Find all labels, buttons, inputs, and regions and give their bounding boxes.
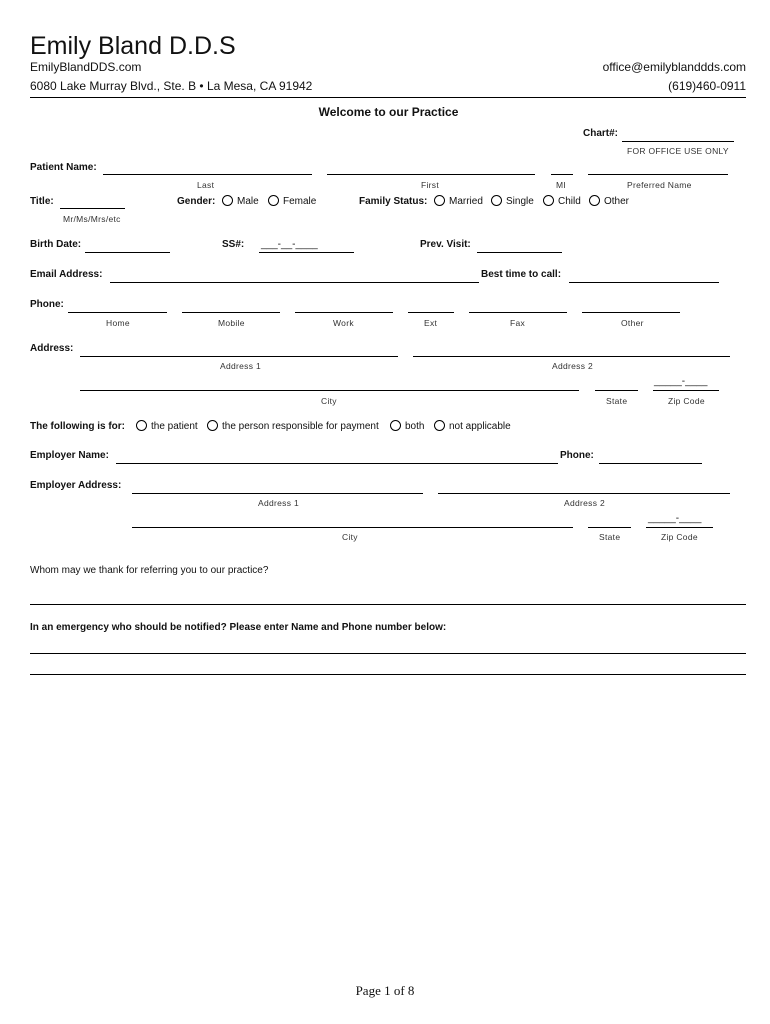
- practice-address: 6080 Lake Murray Blvd., Ste. B • La Mesa, CA 91942: [30, 79, 313, 93]
- zip-field[interactable]: [653, 390, 719, 391]
- status-married-radio[interactable]: [434, 195, 445, 206]
- practice-email: office@emilyblanddds.com: [602, 60, 746, 74]
- birth-date-label: Birth Date:: [30, 239, 82, 250]
- phone-ext-field[interactable]: [408, 312, 454, 313]
- practice-phone: (619)460-0911: [668, 79, 746, 93]
- phone-fax-field[interactable]: [469, 312, 567, 313]
- emergency-field-2[interactable]: [30, 674, 746, 675]
- address2-field[interactable]: [413, 356, 730, 357]
- gender-male-radio[interactable]: [222, 195, 233, 206]
- prev-visit-label: Prev. Visit:: [420, 239, 471, 250]
- first-caption: First: [421, 180, 440, 190]
- gender-label: Gender:: [177, 196, 216, 207]
- practice-website: EmilyBlandDDS.com: [30, 60, 142, 74]
- preferred-name-field[interactable]: [588, 174, 728, 175]
- ssn-mask: ___-__-____: [261, 239, 318, 250]
- phone-work-caption: Work: [333, 318, 354, 328]
- mi-field[interactable]: [551, 174, 573, 175]
- gender-female-label: Female: [283, 196, 317, 207]
- email-label: Email Address:: [30, 269, 103, 280]
- phone-mobile-field[interactable]: [182, 312, 280, 313]
- status-child-label: Child: [558, 196, 581, 207]
- header-divider: [30, 97, 746, 98]
- status-other-radio[interactable]: [589, 195, 600, 206]
- mi-caption: MI: [556, 180, 567, 190]
- page-number: Page 1 of 8: [355, 983, 415, 998]
- employer-name-label: Employer Name:: [30, 450, 109, 461]
- referral-question: Whom may we thank for referring you to our practice?: [30, 565, 269, 576]
- first-name-field[interactable]: [327, 174, 535, 175]
- gender-male-label: Male: [237, 196, 259, 207]
- employer-city-field[interactable]: [132, 527, 573, 528]
- last-caption: Last: [197, 180, 215, 190]
- for-patient-label: the patient: [151, 421, 198, 432]
- for-not-applicable-radio[interactable]: [434, 420, 445, 431]
- chart-label: Chart#:: [583, 128, 619, 139]
- address-label: Address:: [30, 343, 74, 354]
- phone-work-field[interactable]: [295, 312, 393, 313]
- title-hint: Mr/Ms/Mrs/etc: [63, 214, 121, 224]
- phone-other-caption: Other: [621, 318, 644, 328]
- employer-zip-mask: _____-____: [648, 513, 702, 524]
- title-field[interactable]: [60, 208, 125, 209]
- employer-city-caption: City: [342, 532, 358, 542]
- employer-phone-field[interactable]: [599, 463, 702, 464]
- birth-date-field[interactable]: [85, 252, 170, 253]
- employer-address2-field[interactable]: [438, 493, 730, 494]
- status-married-label: Married: [449, 196, 483, 207]
- phone-label: Phone:: [30, 299, 64, 310]
- for-responsible-label: the person responsible for payment: [222, 421, 379, 432]
- prev-visit-field[interactable]: [477, 252, 562, 253]
- best-time-field[interactable]: [569, 282, 719, 283]
- title-label: Title:: [30, 196, 54, 207]
- city-field[interactable]: [80, 390, 579, 391]
- employer-phone-label: Phone:: [560, 450, 594, 461]
- phone-mobile-caption: Mobile: [218, 318, 245, 328]
- phone-ext-caption: Ext: [424, 318, 438, 328]
- city-caption: City: [321, 396, 337, 406]
- state-field[interactable]: [595, 390, 638, 391]
- zip-mask: _____-____: [654, 376, 708, 387]
- employer-address1-field[interactable]: [132, 493, 423, 494]
- family-status-label: Family Status:: [359, 196, 428, 207]
- phone-other-field[interactable]: [582, 312, 680, 313]
- email-field[interactable]: [110, 282, 479, 283]
- phone-fax-caption: Fax: [510, 318, 526, 328]
- for-patient-radio[interactable]: [136, 420, 147, 431]
- status-other-label: Other: [604, 196, 630, 207]
- following-for-label: The following is for:: [30, 421, 125, 432]
- ssn-label: SS#:: [222, 239, 245, 250]
- employer-state-caption: State: [599, 532, 621, 542]
- patient-name-label: Patient Name:: [30, 162, 97, 173]
- employer-address2-caption: Address 2: [564, 498, 605, 508]
- state-caption: State: [606, 396, 628, 406]
- employer-zip-caption: Zip Code: [661, 532, 698, 542]
- ssn-field[interactable]: [259, 252, 354, 253]
- phone-home-caption: Home: [106, 318, 130, 328]
- employer-address1-caption: Address 1: [258, 498, 299, 508]
- address2-caption: Address 2: [552, 361, 593, 371]
- employer-address-label: Employer Address:: [30, 480, 122, 491]
- employer-state-field[interactable]: [588, 527, 631, 528]
- practice-name: Emily Bland D.D.S: [30, 32, 236, 60]
- preferred-caption: Preferred Name: [627, 180, 692, 190]
- best-time-label: Best time to call:: [481, 269, 562, 280]
- status-single-label: Single: [506, 196, 534, 207]
- for-both-label: both: [405, 421, 425, 432]
- referral-field[interactable]: [30, 604, 746, 605]
- for-both-radio[interactable]: [390, 420, 401, 431]
- status-single-radio[interactable]: [491, 195, 502, 206]
- address1-caption: Address 1: [220, 361, 261, 371]
- phone-home-field[interactable]: [68, 312, 167, 313]
- zip-caption: Zip Code: [668, 396, 705, 406]
- emergency-field-1[interactable]: [30, 653, 746, 654]
- office-use-note: FOR OFFICE USE ONLY: [627, 146, 729, 156]
- for-responsible-radio[interactable]: [207, 420, 218, 431]
- for-not-applicable-label: not applicable: [449, 421, 511, 432]
- form-title: Welcome to our Practice: [318, 105, 459, 119]
- last-name-field[interactable]: [103, 174, 312, 175]
- emergency-question: In an emergency who should be notified? Please enter Name and Phone number below:: [30, 622, 447, 633]
- status-child-radio[interactable]: [543, 195, 554, 206]
- address1-field[interactable]: [80, 356, 398, 357]
- employer-zip-field[interactable]: [646, 527, 713, 528]
- chart-field[interactable]: [622, 141, 734, 142]
- employer-name-field[interactable]: [116, 463, 558, 464]
- gender-female-radio[interactable]: [268, 195, 279, 206]
